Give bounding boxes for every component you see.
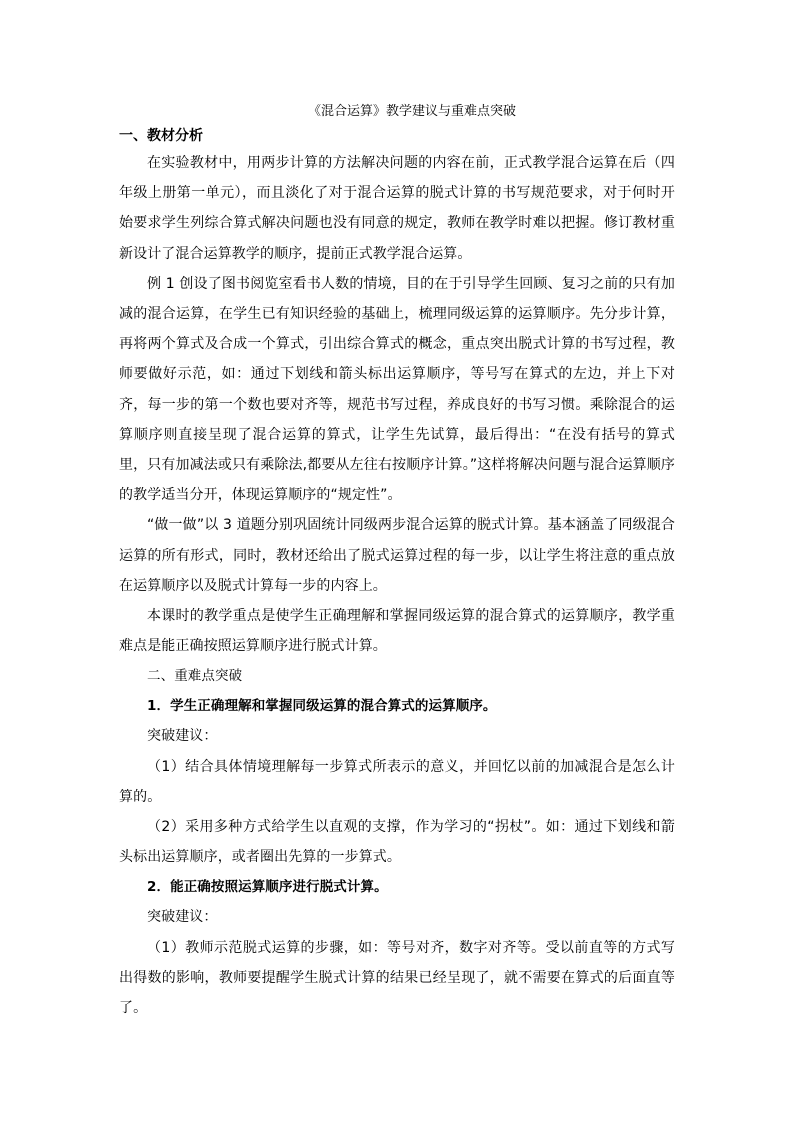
- point-title: 1．学生正确理解和掌握同级运算的混合算式的运算顺序。: [147, 698, 497, 715]
- point-title: 2．能正确按照运算顺序进行脱式计算。: [147, 879, 388, 896]
- suggestion-item: （2）采用多种方式给学生以直观的支撑，作为学习的“拐杖”。如：通过下划线和箭头标出运算顺序，或者圈出先算的一步算式。: [119, 819, 675, 866]
- suggestion-item: （1）结合具体情境理解每一步算式所表示的意义，并回忆以前的加减混合是怎么计算的。: [119, 758, 675, 805]
- paragraph: 本课时的教学重点是使学生正确理解和掌握同级运算的混合算式的运算顺序，教学重难点是能正确按照运算顺序进行脱式计算。: [119, 608, 675, 655]
- suggestion-label: 突破建议：: [147, 909, 218, 926]
- section-heading-textbook-analysis: 一、教材分析: [119, 128, 203, 144]
- document-title: 《混合运算》教学建议与重难点突破: [307, 104, 516, 119]
- suggestion-label: 突破建议：: [147, 728, 218, 745]
- paragraph: 例 1 创设了图书阅览室看书人数的情境，目的在于引导学生回顾、复习之前的只有加减的混合运算，在学生已有知识经验的基础上，梳理同级运算的运算顺序。先分步计算，再将两个算式及合成一个算式，引出综合算式的概念，重点突出脱式计算的书写过程，教师要做好示范，如：通过下划线和箭头标出运算顺序，等号写在算式的左边，并上下对齐，每一步的第一个数也要对齐等，规范书写过程，养成良好的书写习惯。乘除混合的运算顺序则直接呈现了混合运算的算式，让学生先试算，最后得出：“在没有括号的算式里，只有加减法或只有乘除法,都要从左往右按顺序计算。”这样将解决问题与混合运算顺序的教学适当分开，体现运算顺序的“规定性”。: [119, 275, 675, 504]
- suggestion-item: （1）教师示范脱式运算的步骤，如：等号对齐，数字对齐等。受以前直等的方式写出得数的影响，教师要提醒学生脱式计算的结果已经呈现了，就不需要在算式的后面直等了。: [119, 939, 675, 1017]
- section-heading-key-points: 二、重难点突破: [147, 668, 243, 685]
- document-page: [119, 100, 675, 1023]
- paragraph: “做一做”以 3 道题分别巩固统计同级两步混合运算的脱式计算。基本涵盖了同级混合运算的所有形式，同时，教材还给出了脱式运算过程的每一步，以让学生将注意的重点放在运算顺序以及脱式计算每一步的内容上。: [119, 517, 675, 594]
- paragraph: 在实验教材中，用两步计算的方法解决问题的内容在前，正式教学混合运算在后（四年级上册第一单元），而且淡化了对于混合运算的脱式计算的书写规范要求，对于何时开始要求学生列综合算式解决问题也没有同意的规定，教师在教学时难以把握。修订教材重新设计了混合运算教学的顺序，提前正式教学混合运算。: [119, 155, 675, 262]
